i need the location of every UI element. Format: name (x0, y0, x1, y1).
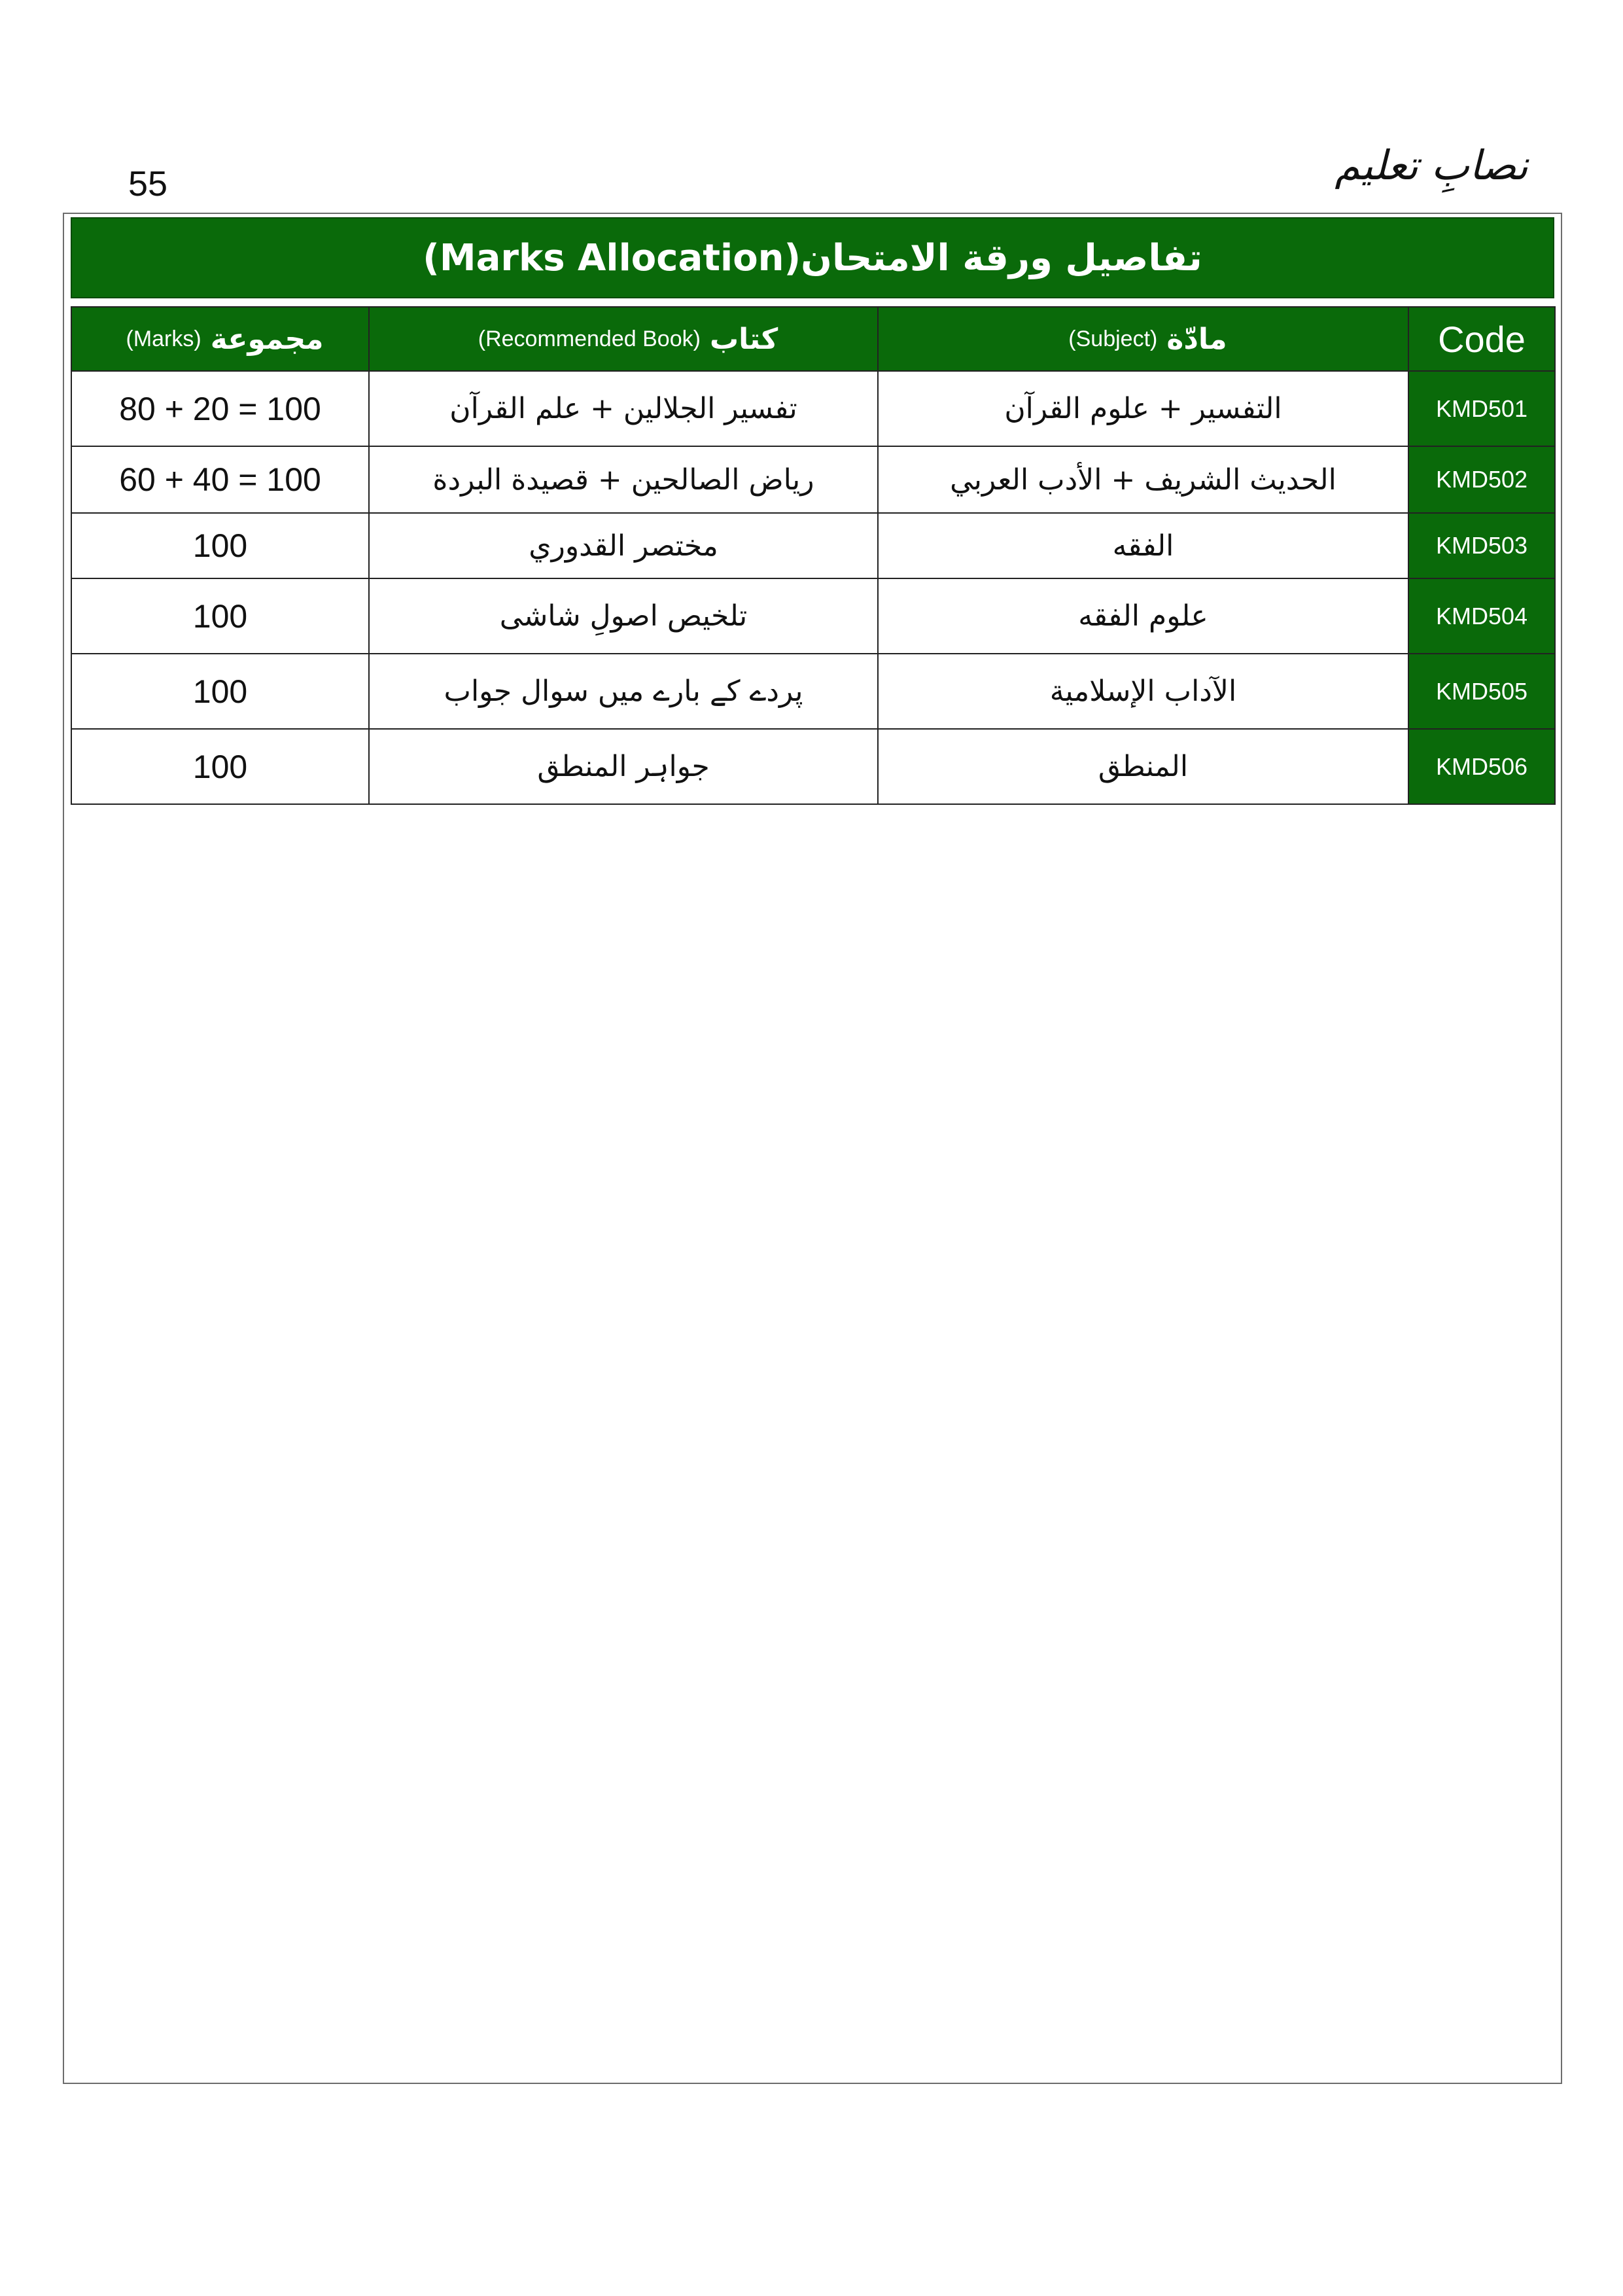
running-header-title: نصابِ تعلیم (1335, 141, 1528, 189)
code-cell: KMD505 (1408, 654, 1555, 729)
title-band (71, 217, 1554, 298)
page-number: 55 (128, 164, 168, 203)
marks-allocation-table (71, 306, 1556, 805)
marks-cell: 100 (71, 578, 369, 654)
table-header-row (71, 307, 1555, 371)
table-row (71, 446, 1555, 513)
header-marks (71, 307, 369, 371)
table-row (71, 578, 1555, 654)
subject-cell: المنطق (878, 729, 1408, 804)
code-cell: KMD501 (1408, 371, 1555, 446)
page-title: تفاصيل ورقة الامتحان(Marks Allocation) (423, 236, 1202, 279)
header-code: Code (1408, 307, 1555, 371)
marks-cell: 100 (71, 513, 369, 578)
header-book (369, 307, 878, 371)
header-subject (878, 307, 1408, 371)
marks-cell: 60 + 40 = 100 (71, 446, 369, 513)
subject-cell: الآداب الإسلامية (878, 654, 1408, 729)
table-row (71, 513, 1555, 578)
table-row (71, 654, 1555, 729)
subject-cell: علوم الفقه (878, 578, 1408, 654)
book-cell: پردے کے بارے میں سوال جواب (369, 654, 878, 729)
marks-cell: 80 + 20 = 100 (71, 371, 369, 446)
marks-cell: 100 (71, 654, 369, 729)
subject-cell: الفقه (878, 513, 1408, 578)
code-cell: KMD506 (1408, 729, 1555, 804)
book-cell: مختصر القدوري (369, 513, 878, 578)
book-cell: تفسير الجلالين + علم القرآن (369, 371, 878, 446)
subject-cell: التفسير + علوم القرآن (878, 371, 1408, 446)
code-cell: KMD502 (1408, 446, 1555, 513)
table-row (71, 729, 1555, 804)
header-book-english: (Recommended Book) (478, 326, 701, 351)
header-marks-english: (Marks) (126, 326, 201, 351)
book-cell: رياض الصالحين + قصيدة البردة (369, 446, 878, 513)
book-cell: تلخیص اصولِ شاشی (369, 578, 878, 654)
subject-cell: الحديث الشريف + الأدب العربي (878, 446, 1408, 513)
book-cell: جواہر المنطق (369, 729, 878, 804)
table-row (71, 371, 1555, 446)
code-cell: KMD504 (1408, 578, 1555, 654)
header-subject-arabic: مادّة (1166, 322, 1227, 356)
header-subject-english: (Subject) (1068, 326, 1158, 351)
header-marks-arabic: مجموعة (210, 322, 324, 356)
header-book-arabic: كتاب (709, 322, 778, 356)
marks-cell: 100 (71, 729, 369, 804)
code-cell: KMD503 (1408, 513, 1555, 578)
